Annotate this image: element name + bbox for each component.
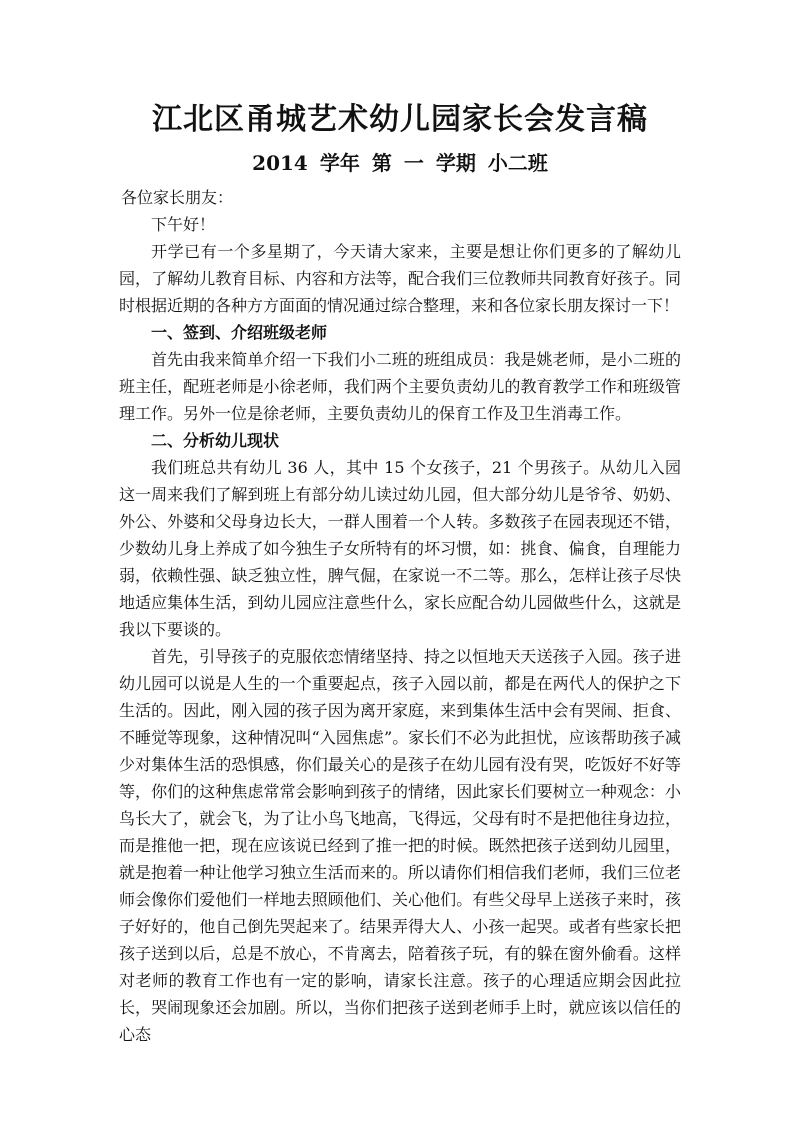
separation-anxiety-paragraph: 首先，引导孩子的克服依恋情绪坚持、持之以恒地天天送孩子入园。孩子进幼儿园可以说是人生的一个重要起点，孩子入园以前，都是在两代人的保护之下生活的。因此，刚入园的孩子因为离开家庭，来到集体生活中会有哭闹、拒食、不睡觉等现象，这种情况叫“入园焦虑”。家长们不必为此担忧，应该帮助孩子减少对集体生活的恐惧感，你们最关心的是孩子在幼儿园有没有哭，吃饭好不好等等，你们的这种焦虑常常会影响到孩子的情绪，因此家长们要树立一种观念：小鸟长大了，就会飞，为了让小鸟飞地高，飞得远，父母有时不是把他往身边拉，而是推他一把，现在应该说已经到了推一把的时候。既然把孩子送到幼儿园里，就是抱着一种让他学习独立生活而来的。所以请你们相信我们老师，我们三位老师会像你们爱他们一样地去照顾他们、关心他们。有些父母早上送孩子来时，孩子好好的，他自己倒先哭起来了。结果弄得大人、小孩一起哭。或者有些家长把孩子送到以后，总是不放心，不肯离去，陪着孩子玩，有的躲在窗外偷看。这样对老师的教育工作也有一定的影响，请家长注意。孩子的心理适应期会因此拉长，哭闹现象还会加剧。所以，当你们把孩子送到老师手上时，就应该以信任的心态	[119, 647, 681, 1044]
subtitle-one: 一	[403, 151, 424, 175]
intro-paragraph: 开学已有一个多星期了，今天请大家来，主要是想让你们更多的了解幼儿园，了解幼儿教育目标、内容和方法等，配合我们三位教师共同教育好孩子。同时根据近期的各种方方面面的情况通过综合整理，来和各位家长朋友探讨一下！	[119, 242, 681, 315]
children-status-paragraph: 我们班总共有幼儿 36 人，其中 15 个女孩子，21 个男孩子。从幼儿入园这一周来我们了解到班上有部分幼儿读过幼儿园，但大部分幼儿是爷爷、奶奶、外公、外婆和父母身边长大，一群人围着一个人转。多数孩子在园表现还不错，少数幼儿身上养成了如今独生子女所特有的坏习惯，如：挑食、偏食，自理能力弱，依赖性强、缺乏独立性，脾气倔，在家说一不二等。那么，怎样让孩子尽快地适应集体生活，到幼儿园应注意些什么，家长应配合幼儿园做些什么，这就是我以下要谈的。	[119, 458, 681, 639]
subtitle-class-name: 小二班	[487, 151, 548, 175]
greeting: 各位家长朋友：	[121, 188, 234, 207]
subtitle-term: 学年	[319, 151, 360, 175]
section-heading-teachers: 一、签到、介绍班级老师	[151, 323, 328, 342]
subtitle-ordinal: 第	[371, 151, 392, 175]
salutation-paragraph: 下午好！	[151, 215, 216, 234]
section-heading-children: 二、分析幼儿现状	[151, 431, 280, 450]
document-title: 江北区甬城艺术幼儿园家长会发言稿	[152, 102, 648, 137]
subtitle-year: 2014	[252, 151, 308, 175]
subtitle-period: 学期	[435, 151, 476, 175]
document-subtitle	[119, 148, 681, 178]
document-page	[119, 100, 681, 1048]
teachers-paragraph: 首先由我来简单介绍一下我们小二班的班组成员：我是姚老师，是小二班的班主任，配班老师是小徐老师，我们两个主要负责幼儿的教育教学工作和班级管理工作。另外一位是徐老师，主要负责幼儿的保育工作及卫生消毒工作。	[119, 350, 681, 423]
